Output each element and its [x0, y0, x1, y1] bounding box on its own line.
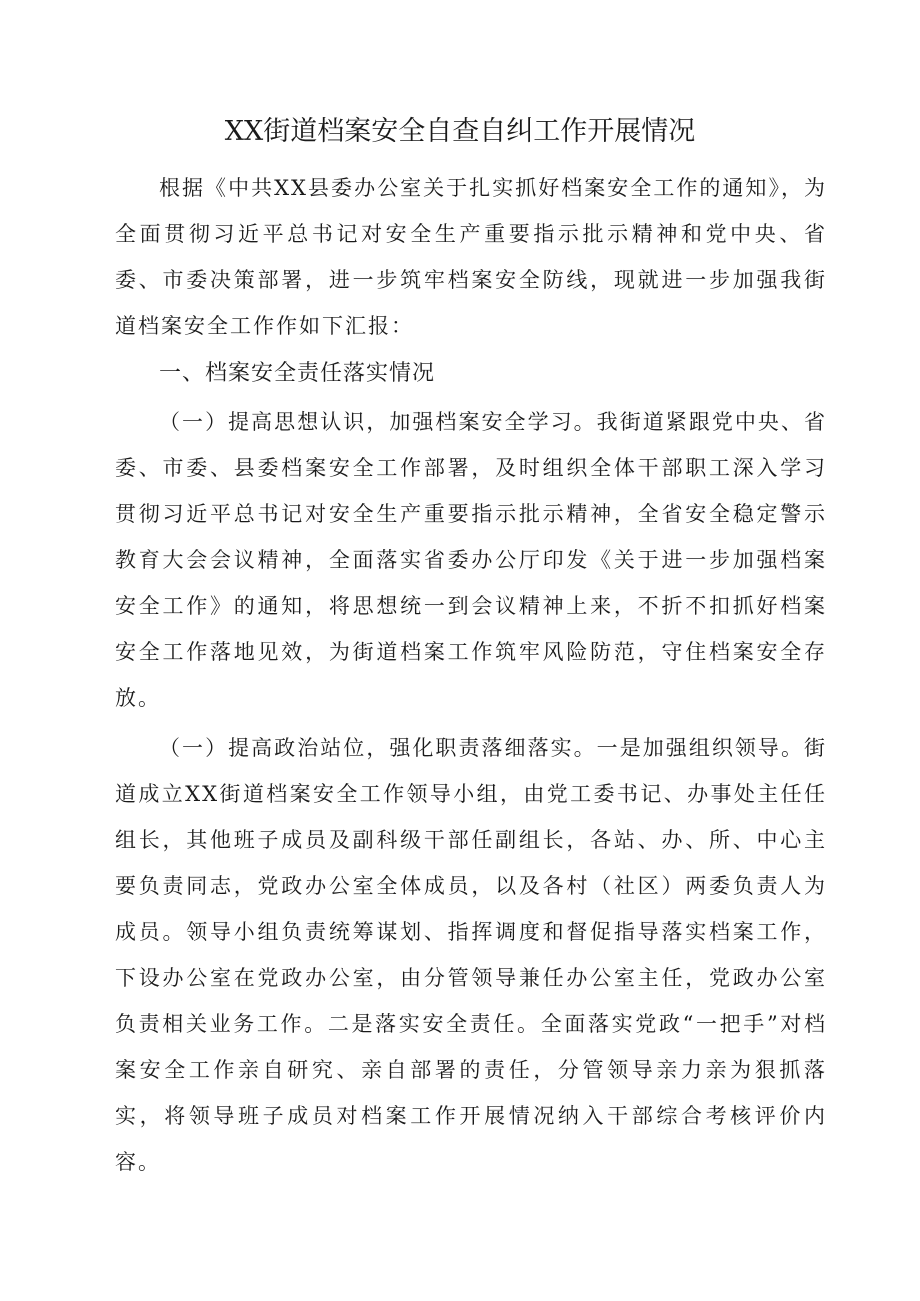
paragraph-1: （一）提高思想认识，加强档案安全学习。我街道紧跟党中央、省委、市委、县委档案安全工作部署，及时组织全体干部职工深入学习贯彻习近平总书记对安全生产重要指示批示精神，全省安全稳定警示教育大会会议精神，全面落实省委办公厅印发《关于进一步加强档案安全工作》的通知，将思想统一到会议精神上来，不折不扣抓好档案安全工作落地见效，为街道档案工作筑牢风险防范，守住档案安全存放。	[115, 410, 827, 710]
document-title: XX街道档案安全自查自纠工作开展情况	[224, 116, 696, 147]
section-heading-1: 一、档案安全责任落实情况	[159, 361, 436, 386]
document-body	[115, 165, 827, 1185]
intro-paragraph: 根据《中共XX县委办公室关于扎实抓好档案安全工作的通知》，为全面贯彻习近平总书记对安全生产重要指示批示精神和党中央、省委、市委决策部署，进一步筑牢档案安全防线，现就进一步加强我街道档案安全工作作如下汇报：	[115, 176, 827, 338]
paragraph-2: （一）提高政治站位，强化职责落细落实。一是加强组织领导。街道成立XX街道档案安全工作领导小组，由党工委书记、办事处主任任组长，其他班子成员及副科级干部任副组长，各站、办、所、中心主要负责同志，党政办公室全体成员，以及各村（社区）两委负责人为成员。领导小组负责统筹谋划、指挥调度和督促指导落实档案工作，下设办公室在党政办公室，由分管领导兼任办公室主任，党政办公室负责相关业务工作。二是落实安全责任。全面落实党政“一把手”对档案安全工作亲自研究、亲自部署的责任，分管领导亲力亲为狠抓落实，将领导班子成员对档案工作开展情况纳入干部综合考核评价内容。	[115, 736, 827, 1174]
